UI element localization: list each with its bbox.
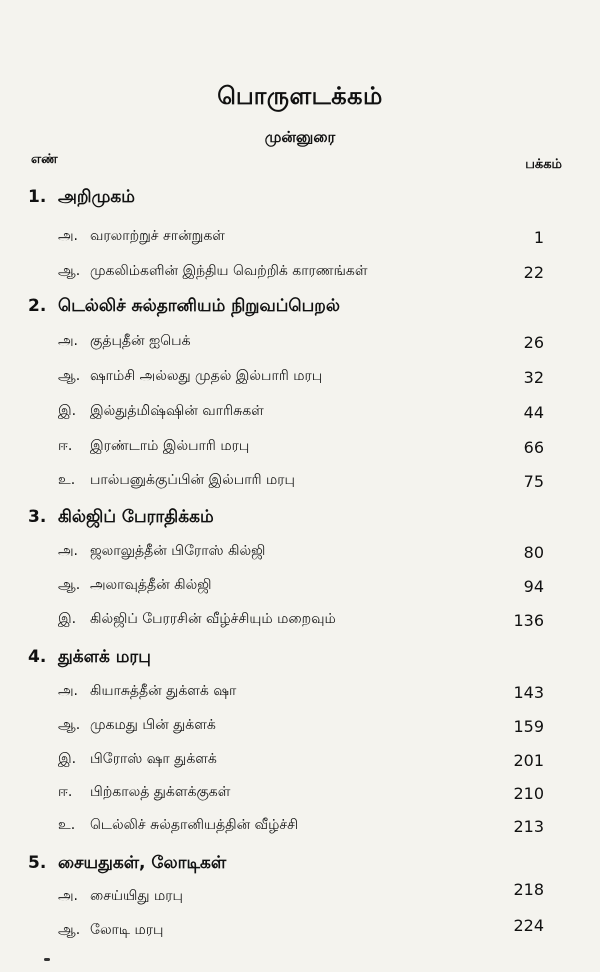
list-item [58, 228, 544, 252]
item-label: இரண்டாம் இல்பாரி மரபு [90, 438, 250, 454]
list-item [58, 784, 544, 808]
item-marker: ஆ. [58, 263, 81, 279]
item-label: கில்ஜிப் பேரரசின் வீழ்ச்சியும் மறைவும் [90, 611, 336, 627]
chapter-heading [28, 647, 151, 669]
item-label: இல்துத்மிஷ்ஷின் வாரிசுகள் [90, 403, 264, 419]
item-page-number: 218 [513, 880, 544, 899]
item-page-number: 1 [533, 228, 544, 247]
list-item [58, 577, 544, 601]
item-label: வரலாற்றுச் சான்றுகள் [90, 228, 225, 244]
list-item [58, 817, 544, 841]
item-label: முகலிம்களின் இந்திய வெற்றிக் காரணங்கள் [90, 263, 368, 279]
item-marker: ஆ. [58, 922, 81, 938]
item-marker: அ. [58, 888, 79, 904]
item-marker: ஆ. [58, 368, 81, 384]
chapter-title: துக்ளக் மரபு [58, 647, 151, 667]
item-page-number: 136 [513, 611, 544, 630]
item-label: முகமது பின் துக்ளக் [90, 717, 216, 733]
item-page-number: 210 [513, 784, 544, 803]
item-page-number: 22 [523, 263, 544, 282]
item-label: ஷாம்சி அல்லது முதல் இல்பாரி மரபு [90, 368, 323, 384]
chapter-heading [28, 187, 135, 209]
list-item [58, 880, 544, 912]
item-page-number: 80 [523, 543, 544, 562]
chapter-heading [28, 296, 340, 318]
item-label: சைய்யிது மரபு [90, 888, 183, 904]
item-label: ஜலாலுத்தீன் பிரோஸ் கில்ஜி [90, 543, 266, 559]
chapter-number: 1. [28, 187, 47, 207]
chapter-title: டெல்லிச் சுல்தானியம் நிறுவப்பெறல் [58, 296, 340, 316]
item-page-number: 26 [523, 333, 544, 352]
page-title: பொருளடக்கம் [217, 82, 383, 110]
chapter-number: 3. [28, 507, 47, 527]
item-label: கியாசுத்தீன் துக்ளக் ஷா [90, 683, 237, 699]
item-page-number: 159 [513, 717, 544, 736]
list-item [58, 916, 544, 946]
list-item [58, 263, 544, 287]
item-label: பால்பனுக்குப்பின் இல்பாரி மரபு [90, 472, 295, 488]
chapter-number: 4. [28, 647, 47, 667]
item-page-number: 66 [523, 438, 544, 457]
item-marker: உ. [58, 817, 76, 833]
list-item [58, 611, 544, 635]
chapter-title: அறிமுகம் [58, 187, 135, 207]
chapter-title: கில்ஜிப் பேராதிக்கம் [58, 507, 214, 527]
list-item [58, 751, 544, 775]
item-marker: அ. [58, 228, 79, 244]
item-page-number: 201 [513, 751, 544, 770]
item-page-number: 32 [523, 368, 544, 387]
list-item [58, 333, 544, 357]
list-item [58, 543, 544, 567]
item-page-number: 143 [513, 683, 544, 702]
list-item [58, 683, 544, 707]
item-marker: ஆ. [58, 577, 81, 593]
item-marker: அ. [58, 683, 79, 699]
item-label: டெல்லிச் சுல்தானியத்தின் வீழ்ச்சி [90, 817, 299, 833]
item-marker: இ. [58, 611, 77, 627]
item-label: பிரோஸ் ஷா துக்ளக் [90, 751, 217, 767]
print-speck [44, 958, 50, 961]
item-page-number: 44 [523, 403, 544, 422]
item-page-number: 224 [513, 916, 544, 935]
item-page-number: 213 [513, 817, 544, 836]
item-page-number: 75 [523, 472, 544, 491]
preface-heading: முன்னுரை [264, 128, 336, 146]
list-item [58, 403, 544, 427]
chapter-heading [28, 507, 214, 529]
item-page-number: 94 [523, 577, 544, 596]
item-label: லோடி மரபு [90, 922, 164, 938]
list-item [58, 472, 544, 496]
number-column-header: எண் [31, 152, 58, 167]
item-marker: ஈ. [58, 438, 73, 454]
item-marker: அ. [58, 333, 79, 349]
item-marker: இ. [58, 403, 77, 419]
chapter-heading [28, 853, 226, 875]
item-label: குத்புதீன் ஐபெக் [90, 333, 191, 349]
item-marker: அ. [58, 543, 79, 559]
list-item [58, 438, 544, 462]
item-label: பிற்காலத் துக்ளக்குகள் [90, 784, 231, 800]
list-item [58, 368, 544, 392]
item-marker: இ. [58, 751, 77, 767]
item-marker: ஆ. [58, 717, 81, 733]
list-item [58, 717, 544, 741]
chapter-number: 5. [28, 853, 47, 873]
item-label: அலாவுத்தீன் கில்ஜி [90, 577, 212, 593]
page-column-header: பக்கம் [525, 157, 562, 172]
item-marker: உ. [58, 472, 76, 488]
chapter-title: சையதுகள், லோடிகள் [58, 853, 227, 873]
item-marker: ஈ. [58, 784, 73, 800]
chapter-number: 2. [28, 296, 47, 316]
